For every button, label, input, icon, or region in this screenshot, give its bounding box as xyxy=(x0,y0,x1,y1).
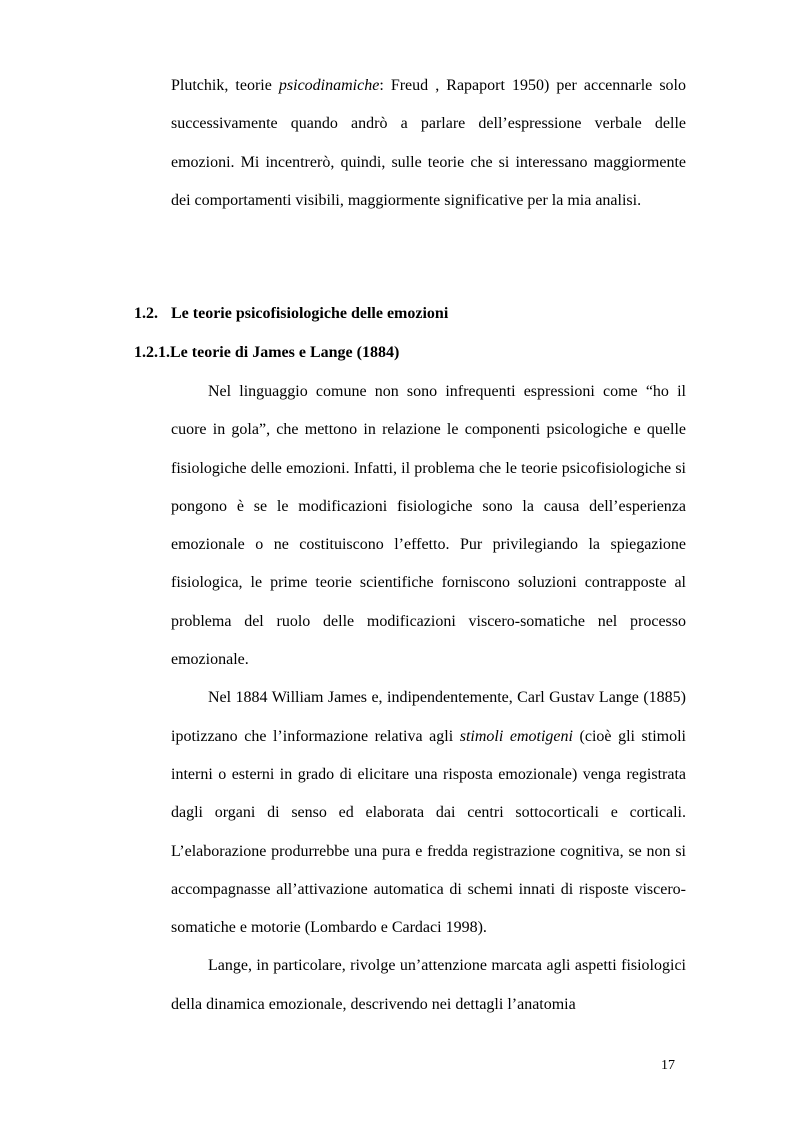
paragraph-1: Nel linguaggio comune non sono infrequenti espressioni come “ho il cuore in gola”, che mettono in relazione le componenti psicologiche e quelle fisiologiche delle emozioni. Infatti, il problema che le teorie psicofisiologiche si pongono è se le modificazioni fisiologiche sono la causa dell’esperienza emozionale o ne costituiscono l’effetto. Pur privilegiando la spiegazione fisiologica, le prime teorie scientifiche forniscono soluzioni contrapposte al problema del ruolo delle modificazioni viscero-somatiche nel processo emozionale. xyxy=(171,383,686,669)
intro-text-start: Plutchik, teorie xyxy=(171,77,279,94)
subsection-title: Le teorie di James e Lange (1884) xyxy=(170,344,400,361)
subsection-heading xyxy=(134,344,399,362)
page-number: 17 xyxy=(661,1058,675,1073)
paragraph-2-text-start: Nel 1884 William James e, indipendentemente, Carl Gustav Lange (1885) ipotizzano che l’informazione relativa agli xyxy=(171,689,686,745)
intro-paragraph xyxy=(171,67,686,220)
paragraph-2-italic-term: stimoli emotigeni xyxy=(459,727,573,745)
paragraph-2 xyxy=(171,679,686,947)
section-heading xyxy=(134,305,448,323)
paragraph-3: Lange, in particolare, rivolge un’attenzione marcata agli aspetti fisiologici della dinamica emozionale, descrivendo nei dettagli l’anatomia xyxy=(171,957,686,1013)
subsection-number: 1.2.1. xyxy=(134,344,170,361)
body-text xyxy=(171,373,686,1024)
paragraph-2-text-end: (cioè gli stimoli interni o esterni in grado di elicitare una risposta emozionale) venga registrata dagli organi di senso ed elaborata dai centri sottocorticali e corticali. L’elaborazione produrrebbe una pura e fredda registrazione cognitiva, se non si accompagnasse all’attivazione automatica di schemi innati di risposte viscero-somatiche e motorie (Lombardo e Cardaci 1998). xyxy=(171,727,687,937)
intro-italic-term: psicodinamiche xyxy=(278,77,380,94)
intro-text-end: : Freud , Rapaport 1950) per accennarle solo successivamente quando andrò a parlare dell’espressione verbale delle emozioni. Mi incentrerò, quindi, sulle teorie che si interessano maggiormente dei comportamenti visibili, maggiormente significative per la mia analisi. xyxy=(171,77,686,209)
section-title: Le teorie psicofisiologiche delle emozioni xyxy=(171,305,449,322)
section-number: 1.2. xyxy=(134,305,158,322)
